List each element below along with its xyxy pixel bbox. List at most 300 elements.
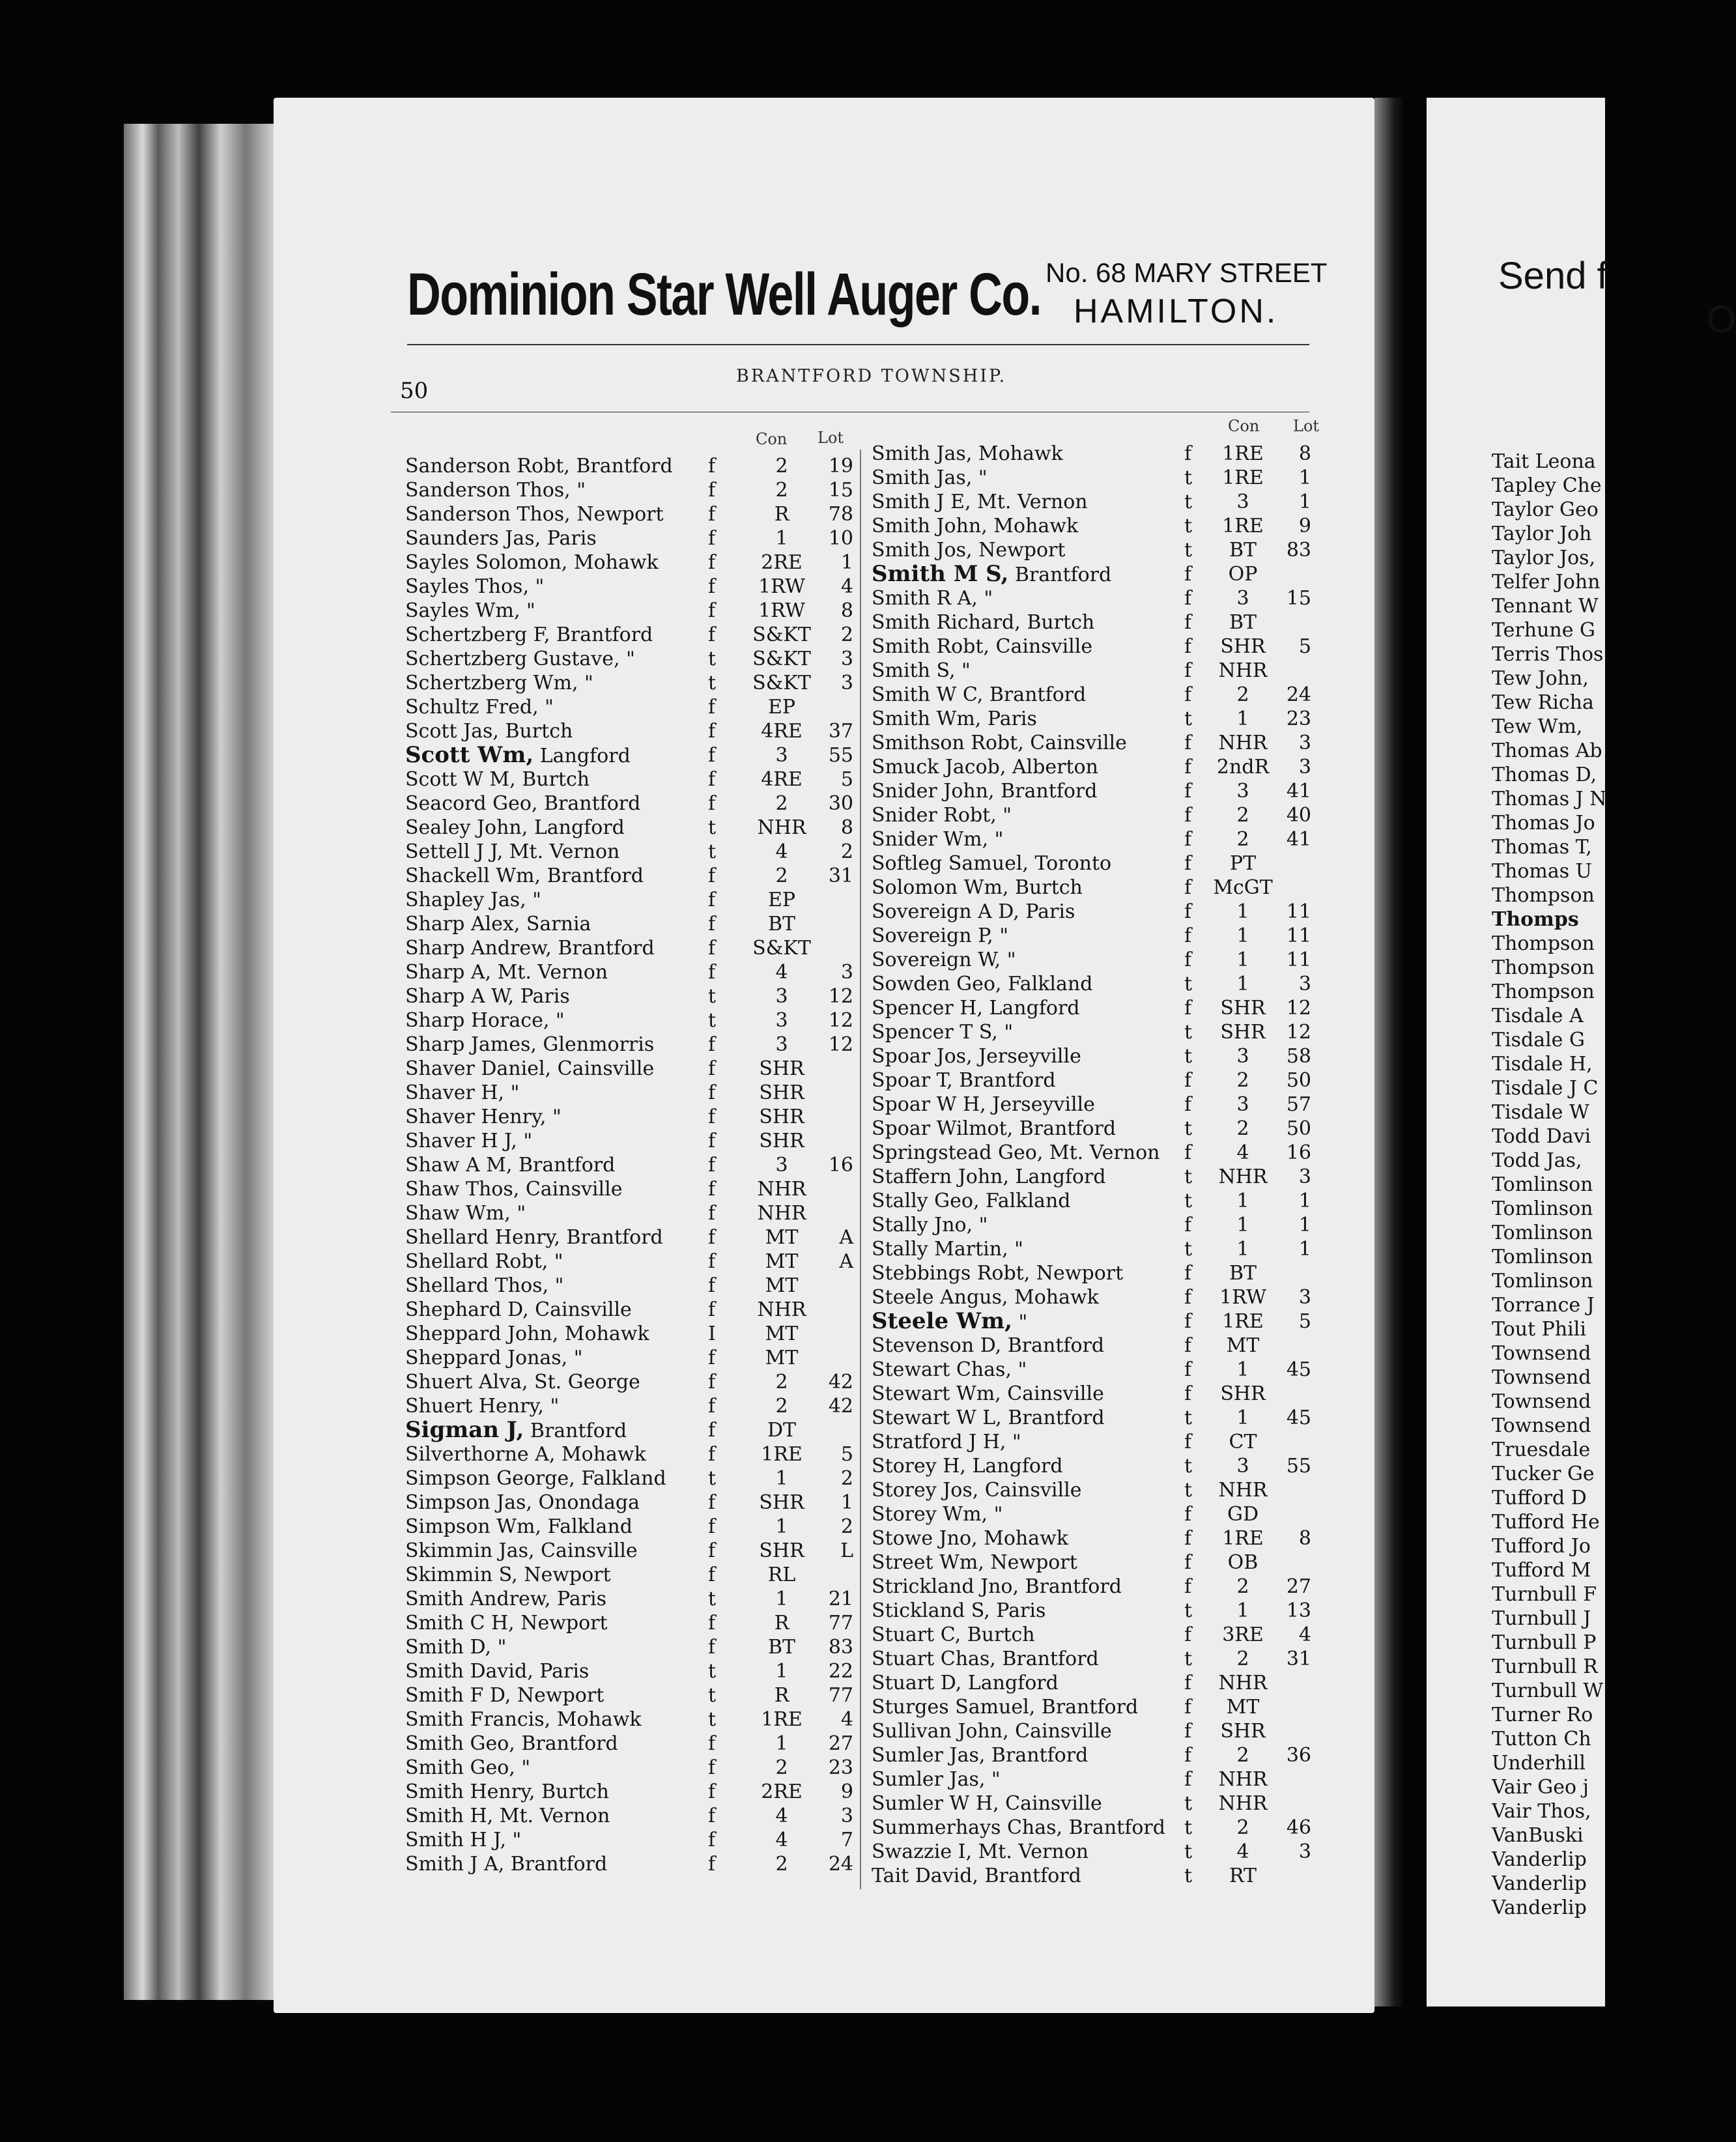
entry-name: Sovereign W, ": [872, 949, 1016, 971]
directory-entry: [405, 1659, 855, 1683]
entry-lot: 31: [1286, 1648, 1311, 1670]
entry-lot: 24: [1286, 683, 1311, 706]
running-head: BRANTFORD TOWNSHIP.: [736, 366, 1007, 386]
directory-entry: [405, 1780, 855, 1804]
entry-lot: 3: [1298, 1840, 1311, 1863]
entry-concession: SHR: [759, 1106, 804, 1128]
directory-entry: [872, 490, 1341, 514]
entry-concession: 1: [775, 1660, 788, 1683]
entry-tenure: f: [708, 744, 716, 767]
entry-concession: 2: [775, 455, 788, 478]
entry-concession: 2: [1236, 828, 1249, 851]
entry-name: Stewart W L, Brantford: [872, 1407, 1105, 1429]
directory-entry: [872, 683, 1341, 707]
entry-name: Shellard Robt, ": [405, 1250, 563, 1273]
facing-page-entry: Terhune G: [1492, 619, 1595, 642]
entry-name: Silverthorne A, Mohawk: [405, 1443, 646, 1466]
directory-entry: [872, 1020, 1341, 1044]
entry-lot: 41: [1286, 828, 1311, 851]
entry-tenure: f: [1184, 732, 1192, 754]
entry-name: Sanderson Thos, Newport: [405, 503, 664, 526]
entry-name: Shuert Henry, ": [405, 1395, 560, 1418]
entry-lot: 45: [1286, 1358, 1311, 1381]
directory-entry: [872, 1454, 1341, 1478]
entry-name: Stewart Wm, Cainsville: [872, 1382, 1104, 1405]
entry-tenure: t: [708, 1588, 717, 1610]
directory-entry: [872, 466, 1341, 490]
entry-tenure: t: [708, 816, 717, 839]
entry-tenure: f: [708, 1106, 716, 1128]
entry-tenure: f: [1184, 611, 1192, 634]
directory-entry: [872, 1767, 1341, 1792]
entry-tenure: f: [1184, 1262, 1192, 1285]
entry-lot: 19: [828, 455, 853, 478]
directory-entry: [872, 1334, 1341, 1358]
page-number: 50: [400, 378, 429, 404]
directory-entry: [405, 1081, 855, 1105]
entry-tenure: f: [1184, 876, 1192, 899]
entry-name: Shuert Alva, St. George: [405, 1371, 640, 1393]
entry-concession: NHR: [1218, 1792, 1268, 1815]
facing-page-entry: Thomas U: [1492, 860, 1592, 883]
entry-lot: 77: [828, 1612, 853, 1635]
entry-concession: 2: [775, 479, 788, 502]
entry-concession: 3: [1236, 780, 1249, 803]
facing-page-entry: Tew John,: [1492, 667, 1589, 690]
directory-entry: [872, 1309, 1341, 1334]
facing-page-entry: Torrance J: [1492, 1294, 1595, 1317]
facing-page-entry: Telfer John: [1492, 571, 1601, 593]
facing-page-entry: Vair Geo j: [1492, 1776, 1589, 1799]
directory-entry: [405, 1611, 855, 1635]
entry-concession: BT: [767, 1636, 796, 1659]
entry-tenure: f: [708, 1732, 716, 1755]
entry-name: Sharp James, Glenmorris: [405, 1033, 655, 1056]
entry-concession: RT: [1229, 1864, 1257, 1887]
directory-entry: [405, 1418, 855, 1442]
entry-concession: 3: [775, 985, 788, 1008]
entry-name: Simpson Jas, Onondaga: [405, 1491, 640, 1514]
entry-name: [872, 1309, 1027, 1334]
facing-page-entry: Tucker Ge: [1492, 1463, 1595, 1485]
facing-page-entry: Tout Phili: [1492, 1318, 1586, 1341]
entry-concession: MT: [765, 1226, 799, 1249]
directory-entry: [872, 1117, 1341, 1141]
directory-entry: [872, 514, 1341, 538]
entry-name: Smith John, Mohawk: [872, 515, 1079, 537]
directory-entry: [405, 1201, 855, 1225]
entry-concession: NHR: [757, 816, 806, 839]
facing-page-entry: Thompson: [1492, 980, 1595, 1003]
entry-tenure: f: [1184, 1503, 1192, 1526]
directory-entry: [405, 1370, 855, 1394]
entry-tenure: f: [708, 455, 716, 478]
entry-tenure: f: [708, 696, 716, 719]
entry-name: Settell J J, Mt. Vernon: [405, 840, 620, 863]
directory-entry: [872, 1285, 1341, 1309]
entry-name: Spoar Jos, Jerseyville: [872, 1045, 1081, 1068]
entry-concession: BT: [1229, 611, 1257, 634]
entry-concession: 3: [775, 1154, 788, 1177]
directory-entry: [405, 1756, 855, 1780]
entry-concession: 2: [775, 864, 788, 887]
entry-concession: 1: [775, 527, 788, 550]
entry-name: Scott Jas, Burtch: [405, 720, 573, 743]
entry-tenure: f: [1184, 949, 1192, 971]
entry-concession: 4: [1236, 1840, 1249, 1863]
entry-concession: 1: [775, 1732, 788, 1755]
entry-name: Stally Martin, ": [872, 1238, 1023, 1261]
entry-name: Smith F D, Newport: [405, 1684, 605, 1707]
advertisement-address-line1: No. 68 MARY STREET: [1046, 257, 1328, 288]
directory-entry: [405, 647, 855, 671]
entry-concession: 1: [1236, 900, 1249, 923]
entry-name: Summerhays Chas, Brantford: [872, 1816, 1165, 1839]
entry-concession: 1RE: [761, 1443, 803, 1466]
facing-page-entry: VanBuski: [1492, 1824, 1584, 1847]
entry-concession: 1RE: [1222, 442, 1264, 465]
entry-name: Stebbings Robt, Newport: [872, 1262, 1124, 1285]
entry-concession: 2: [775, 792, 788, 815]
entry-name: Smith S, ": [872, 659, 971, 682]
facing-page-entry: Thompson: [1492, 884, 1595, 907]
entry-name: Sharp Alex, Sarnia: [405, 913, 591, 935]
entry-tenure: f: [708, 792, 716, 815]
entry-tenure: f: [1184, 756, 1192, 778]
entry-concession: 1RW: [758, 575, 805, 598]
entry-concession: McGT: [1213, 876, 1273, 899]
entry-tenure: t: [1184, 1165, 1193, 1188]
entry-tenure: f: [1184, 1069, 1192, 1092]
entry-tenure: t: [708, 1467, 717, 1490]
entry-concession: MT: [765, 1274, 799, 1297]
entry-tenure: f: [708, 575, 716, 598]
directory-entry: [872, 1141, 1341, 1165]
entry-tenure: f: [1184, 1358, 1192, 1381]
directory-entry: [405, 960, 855, 984]
entry-lot: 55: [828, 744, 853, 767]
facing-page-entry: Tisdale J C: [1492, 1077, 1599, 1100]
entry-concession: 1: [1236, 1358, 1249, 1381]
entry-name: Sanderson Thos, ": [405, 479, 586, 502]
directory-entry: [405, 1466, 855, 1491]
entry-concession: 4RE: [761, 720, 803, 743]
entry-name: Spoar T, Brantford: [872, 1069, 1056, 1092]
entry-name: Sealey John, Langford: [405, 816, 625, 839]
entry-tenure: f: [708, 864, 716, 887]
directory-entry: [405, 1298, 855, 1322]
entry-tenure: f: [708, 1805, 716, 1827]
entry-name: Sharp A W, Paris: [405, 985, 570, 1008]
entry-concession: EP: [767, 889, 796, 911]
entry-concession: 1RW: [758, 599, 805, 622]
facing-page-title-line2: O: [1707, 298, 1736, 341]
entry-concession: 3: [1236, 1045, 1249, 1068]
entry-lot: 12: [1286, 997, 1311, 1020]
entry-concession: RL: [767, 1564, 796, 1586]
entry-name: Shellard Thos, ": [405, 1274, 564, 1297]
entry-lot: 16: [1286, 1141, 1311, 1164]
entry-name: Shaver Daniel, Cainsville: [405, 1057, 655, 1080]
facing-page-entry: Taylor Joh: [1492, 522, 1592, 545]
directory-entry: [872, 851, 1341, 876]
entry-concession: NHR: [1218, 1479, 1268, 1502]
entry-tenure: f: [708, 1298, 716, 1321]
entry-lot: 1: [1298, 491, 1311, 513]
entry-name-rest: Brantford: [1008, 564, 1112, 586]
entry-name: Sayles Wm, ": [405, 599, 535, 622]
entry-concession: S&KT: [752, 937, 811, 960]
entry-concession: 1RE: [761, 1708, 803, 1731]
facing-page-entry: Turnbull J: [1492, 1607, 1591, 1630]
entry-lot: 2: [840, 623, 853, 646]
entry-concession: 1: [1236, 1190, 1249, 1212]
directory-entry: [405, 671, 855, 695]
directory-entry: [872, 1261, 1341, 1285]
directory-entry: [872, 1092, 1341, 1117]
entry-name: Stuart D, Langford: [872, 1672, 1059, 1694]
book-gutter: [1374, 98, 1407, 2006]
entry-lot: L: [840, 1539, 853, 1562]
entry-concession: 2: [775, 1853, 788, 1876]
entry-tenure: f: [708, 889, 716, 911]
entry-lot: 30: [828, 792, 853, 815]
entry-lot: 9: [1298, 515, 1311, 537]
directory-entry: [405, 1732, 855, 1756]
directory-entry: [872, 1478, 1341, 1502]
entry-name: Smith D, ": [405, 1636, 507, 1659]
facing-page-entry: Tisdale A: [1492, 1005, 1584, 1027]
entry-lot: 12: [1286, 1021, 1311, 1044]
entry-lot: 5: [1298, 1310, 1311, 1333]
facing-page-entry: Thomas J N: [1492, 788, 1607, 810]
entry-tenure: f: [708, 1756, 716, 1779]
entry-name: Sayles Thos, ": [405, 575, 545, 598]
facing-page-entry: Tennant W: [1492, 595, 1599, 618]
directory-entry: [872, 827, 1341, 851]
entry-lot: 24: [828, 1853, 853, 1876]
directory-entry: [872, 1430, 1341, 1454]
entry-lot: 15: [1286, 587, 1311, 610]
directory-entry: [405, 1177, 855, 1201]
entry-lot: 77: [828, 1684, 853, 1707]
entry-name: Stuart Chas, Brantford: [872, 1648, 1099, 1670]
entry-lot: 7: [840, 1829, 853, 1851]
entry-name: Tait David, Brantford: [872, 1864, 1081, 1887]
directory-entry: [872, 924, 1341, 948]
entry-tenure: t: [1184, 539, 1193, 562]
entry-lot: 5: [840, 1443, 853, 1466]
entry-lot: 1: [1298, 466, 1311, 489]
entry-lot: 1: [1298, 1190, 1311, 1212]
entry-lot: 3: [1298, 973, 1311, 995]
directory-entry: [872, 1044, 1341, 1068]
entry-concession: NHR: [1218, 732, 1268, 754]
directory-entry: [872, 1864, 1341, 1888]
entry-concession: 3: [775, 1009, 788, 1032]
facing-page-entry: Tomlinson: [1492, 1270, 1593, 1292]
entry-name: Swazzie I, Mt. Vernon: [872, 1840, 1089, 1863]
directory-entry: [872, 442, 1341, 466]
facing-page-entry: Tisdale H,: [1492, 1053, 1593, 1076]
entry-name: Shaw A M, Brantford: [405, 1154, 616, 1177]
facing-page-entry: Thomps: [1492, 908, 1579, 931]
entry-tenure: f: [708, 1515, 716, 1538]
directory-entry: [872, 659, 1341, 683]
directory-entry: [405, 1515, 855, 1539]
entry-concession: SHR: [759, 1539, 804, 1562]
entry-name: Shaver H J, ": [405, 1130, 533, 1152]
directory-entry: [872, 1816, 1341, 1840]
directory-entry: [405, 984, 855, 1008]
facing-page-entry: Turnbull R: [1492, 1655, 1598, 1678]
entry-concession: NHR: [1218, 1165, 1268, 1188]
entry-tenure: f: [1184, 1093, 1192, 1116]
entry-name: Sharp Andrew, Brantford: [405, 937, 655, 960]
entry-name: Shaver H, ": [405, 1081, 520, 1104]
directory-entry: [872, 876, 1341, 900]
entry-name: Spoar W H, Jerseyville: [872, 1093, 1095, 1116]
header-rule-top: [407, 344, 1309, 345]
facing-page-entry: Tait Leona: [1492, 450, 1596, 473]
entry-name: Sayles Solomon, Mohawk: [405, 551, 659, 574]
entry-tenure: f: [708, 1443, 716, 1466]
entry-concession: MT: [765, 1347, 799, 1369]
entry-tenure: f: [1184, 587, 1192, 610]
entry-tenure: f: [1184, 924, 1192, 947]
facing-page-entry: Townsend: [1492, 1414, 1591, 1437]
entry-name: Stickland S, Paris: [872, 1599, 1046, 1622]
facing-page-entry: Tomlinson: [1492, 1173, 1593, 1196]
facing-page-entry: Tisdale G: [1492, 1029, 1585, 1051]
entry-name: Sullivan John, Cainsville: [872, 1720, 1112, 1743]
entry-name: Smith W C, Brantford: [872, 683, 1087, 706]
entry-concession: 1: [1236, 707, 1249, 730]
entry-lot: 37: [828, 720, 853, 743]
entry-concession: 4: [775, 840, 788, 863]
entry-concession: 4: [775, 1829, 788, 1851]
facing-page: [1427, 98, 1736, 2006]
entry-lot: 4: [840, 575, 853, 598]
facing-page-entry: Tufford M: [1492, 1559, 1591, 1582]
entry-concession: 1: [1236, 1238, 1249, 1261]
entry-concession: 2: [1236, 1069, 1249, 1092]
directory-entry: [405, 912, 855, 936]
entry-concession: 1: [1236, 973, 1249, 995]
entry-name: Sovereign A D, Paris: [872, 900, 1075, 923]
entry-concession: BT: [1229, 1262, 1257, 1285]
directory-entry: [405, 1225, 855, 1250]
entry-tenure: f: [1184, 683, 1192, 706]
entry-lot: 3: [840, 961, 853, 984]
directory-entry: [405, 695, 855, 719]
facing-page-entry: Turnbull W: [1492, 1679, 1604, 1702]
entry-lot: 23: [828, 1756, 853, 1779]
directory-entry: [405, 1129, 855, 1153]
facing-page-entry: Thompson: [1492, 932, 1595, 955]
entry-concession: 4: [775, 961, 788, 984]
entry-concession: 1: [1236, 1599, 1249, 1622]
entry-tenure: t: [1184, 1599, 1193, 1622]
entry-name: Stuart C, Burtch: [872, 1623, 1035, 1646]
entry-name: Shephard D, Cainsville: [405, 1298, 632, 1321]
right-con-header: Con: [1228, 417, 1260, 435]
entry-concession: R: [774, 1612, 790, 1635]
directory-entry: [872, 1358, 1341, 1382]
entry-lot: 1: [840, 551, 853, 574]
entry-name: Saunders Jas, Paris: [405, 527, 597, 550]
entry-name: Smith J E, Mt. Vernon: [872, 491, 1088, 513]
facing-page-entry: Tew Wm,: [1492, 715, 1583, 738]
entry-tenure: f: [708, 1274, 716, 1297]
entry-concession: 4: [775, 1805, 788, 1827]
facing-page-entry: Thompson: [1492, 956, 1595, 979]
facing-page-entries: [1427, 450, 1605, 1920]
entry-lot: 42: [828, 1395, 853, 1418]
directory-entry: [405, 1707, 855, 1732]
entry-tenure: f: [708, 1347, 716, 1369]
directory-entry: [872, 1623, 1341, 1647]
directory-entry: [405, 575, 855, 599]
entry-name: Sheppard John, Mohawk: [405, 1322, 649, 1345]
entry-concession: 2: [1236, 1575, 1249, 1598]
directory-entry: [405, 1491, 855, 1515]
facing-page-entry: Tisdale W: [1492, 1101, 1589, 1124]
entry-name: Smith Richard, Burtch: [872, 611, 1095, 634]
entry-lot: 40: [1286, 804, 1311, 827]
directory-entry: [872, 1382, 1341, 1406]
entry-concession: SHR: [759, 1491, 804, 1514]
entry-lot: 55: [1286, 1455, 1311, 1478]
entry-concession: BT: [767, 913, 796, 935]
entry-lot: 9: [840, 1780, 853, 1803]
entry-concession: DT: [767, 1419, 797, 1442]
entry-concession: R: [774, 503, 790, 526]
entry-name: Shaw Wm, ": [405, 1202, 526, 1225]
entry-tenure: t: [1184, 1238, 1193, 1261]
directory-entry: [872, 1599, 1341, 1623]
entry-lot: 83: [828, 1636, 853, 1659]
entry-concession: 3: [775, 744, 788, 767]
entry-lot: 2: [840, 1515, 853, 1538]
directory-entry: [405, 550, 855, 575]
entry-concession: S&KT: [752, 648, 811, 670]
entry-lot: 8: [840, 599, 853, 622]
entry-tenure: f: [1184, 1551, 1192, 1574]
entry-tenure: t: [1184, 1045, 1193, 1068]
directory-entry: [405, 599, 855, 623]
entry-name: Stewart Chas, ": [872, 1358, 1027, 1381]
entry-lot: 5: [1298, 635, 1311, 658]
entry-tenure: f: [708, 937, 716, 960]
entry-concession: 2: [775, 1371, 788, 1393]
entry-name: Smith J A, Brantford: [405, 1853, 608, 1876]
entry-lot: 12: [828, 985, 853, 1008]
entry-lot: 36: [1286, 1744, 1311, 1767]
directory-entry: [405, 1033, 855, 1057]
entry-name: Smith H J, ": [405, 1829, 522, 1851]
entry-tenure: t: [1184, 707, 1193, 730]
facing-page-entry: Underhill: [1492, 1752, 1586, 1775]
facing-page-entry: Tutton Ch: [1492, 1728, 1591, 1750]
facing-page-entry: Vanderlip: [1492, 1848, 1587, 1871]
entry-concession: 2: [1236, 1648, 1249, 1670]
directory-entry: [872, 1840, 1341, 1864]
entry-tenure: f: [1184, 1623, 1192, 1646]
left-con-header: Con: [756, 430, 788, 448]
directory-entry: [872, 1792, 1341, 1816]
directory-entry: [405, 719, 855, 743]
